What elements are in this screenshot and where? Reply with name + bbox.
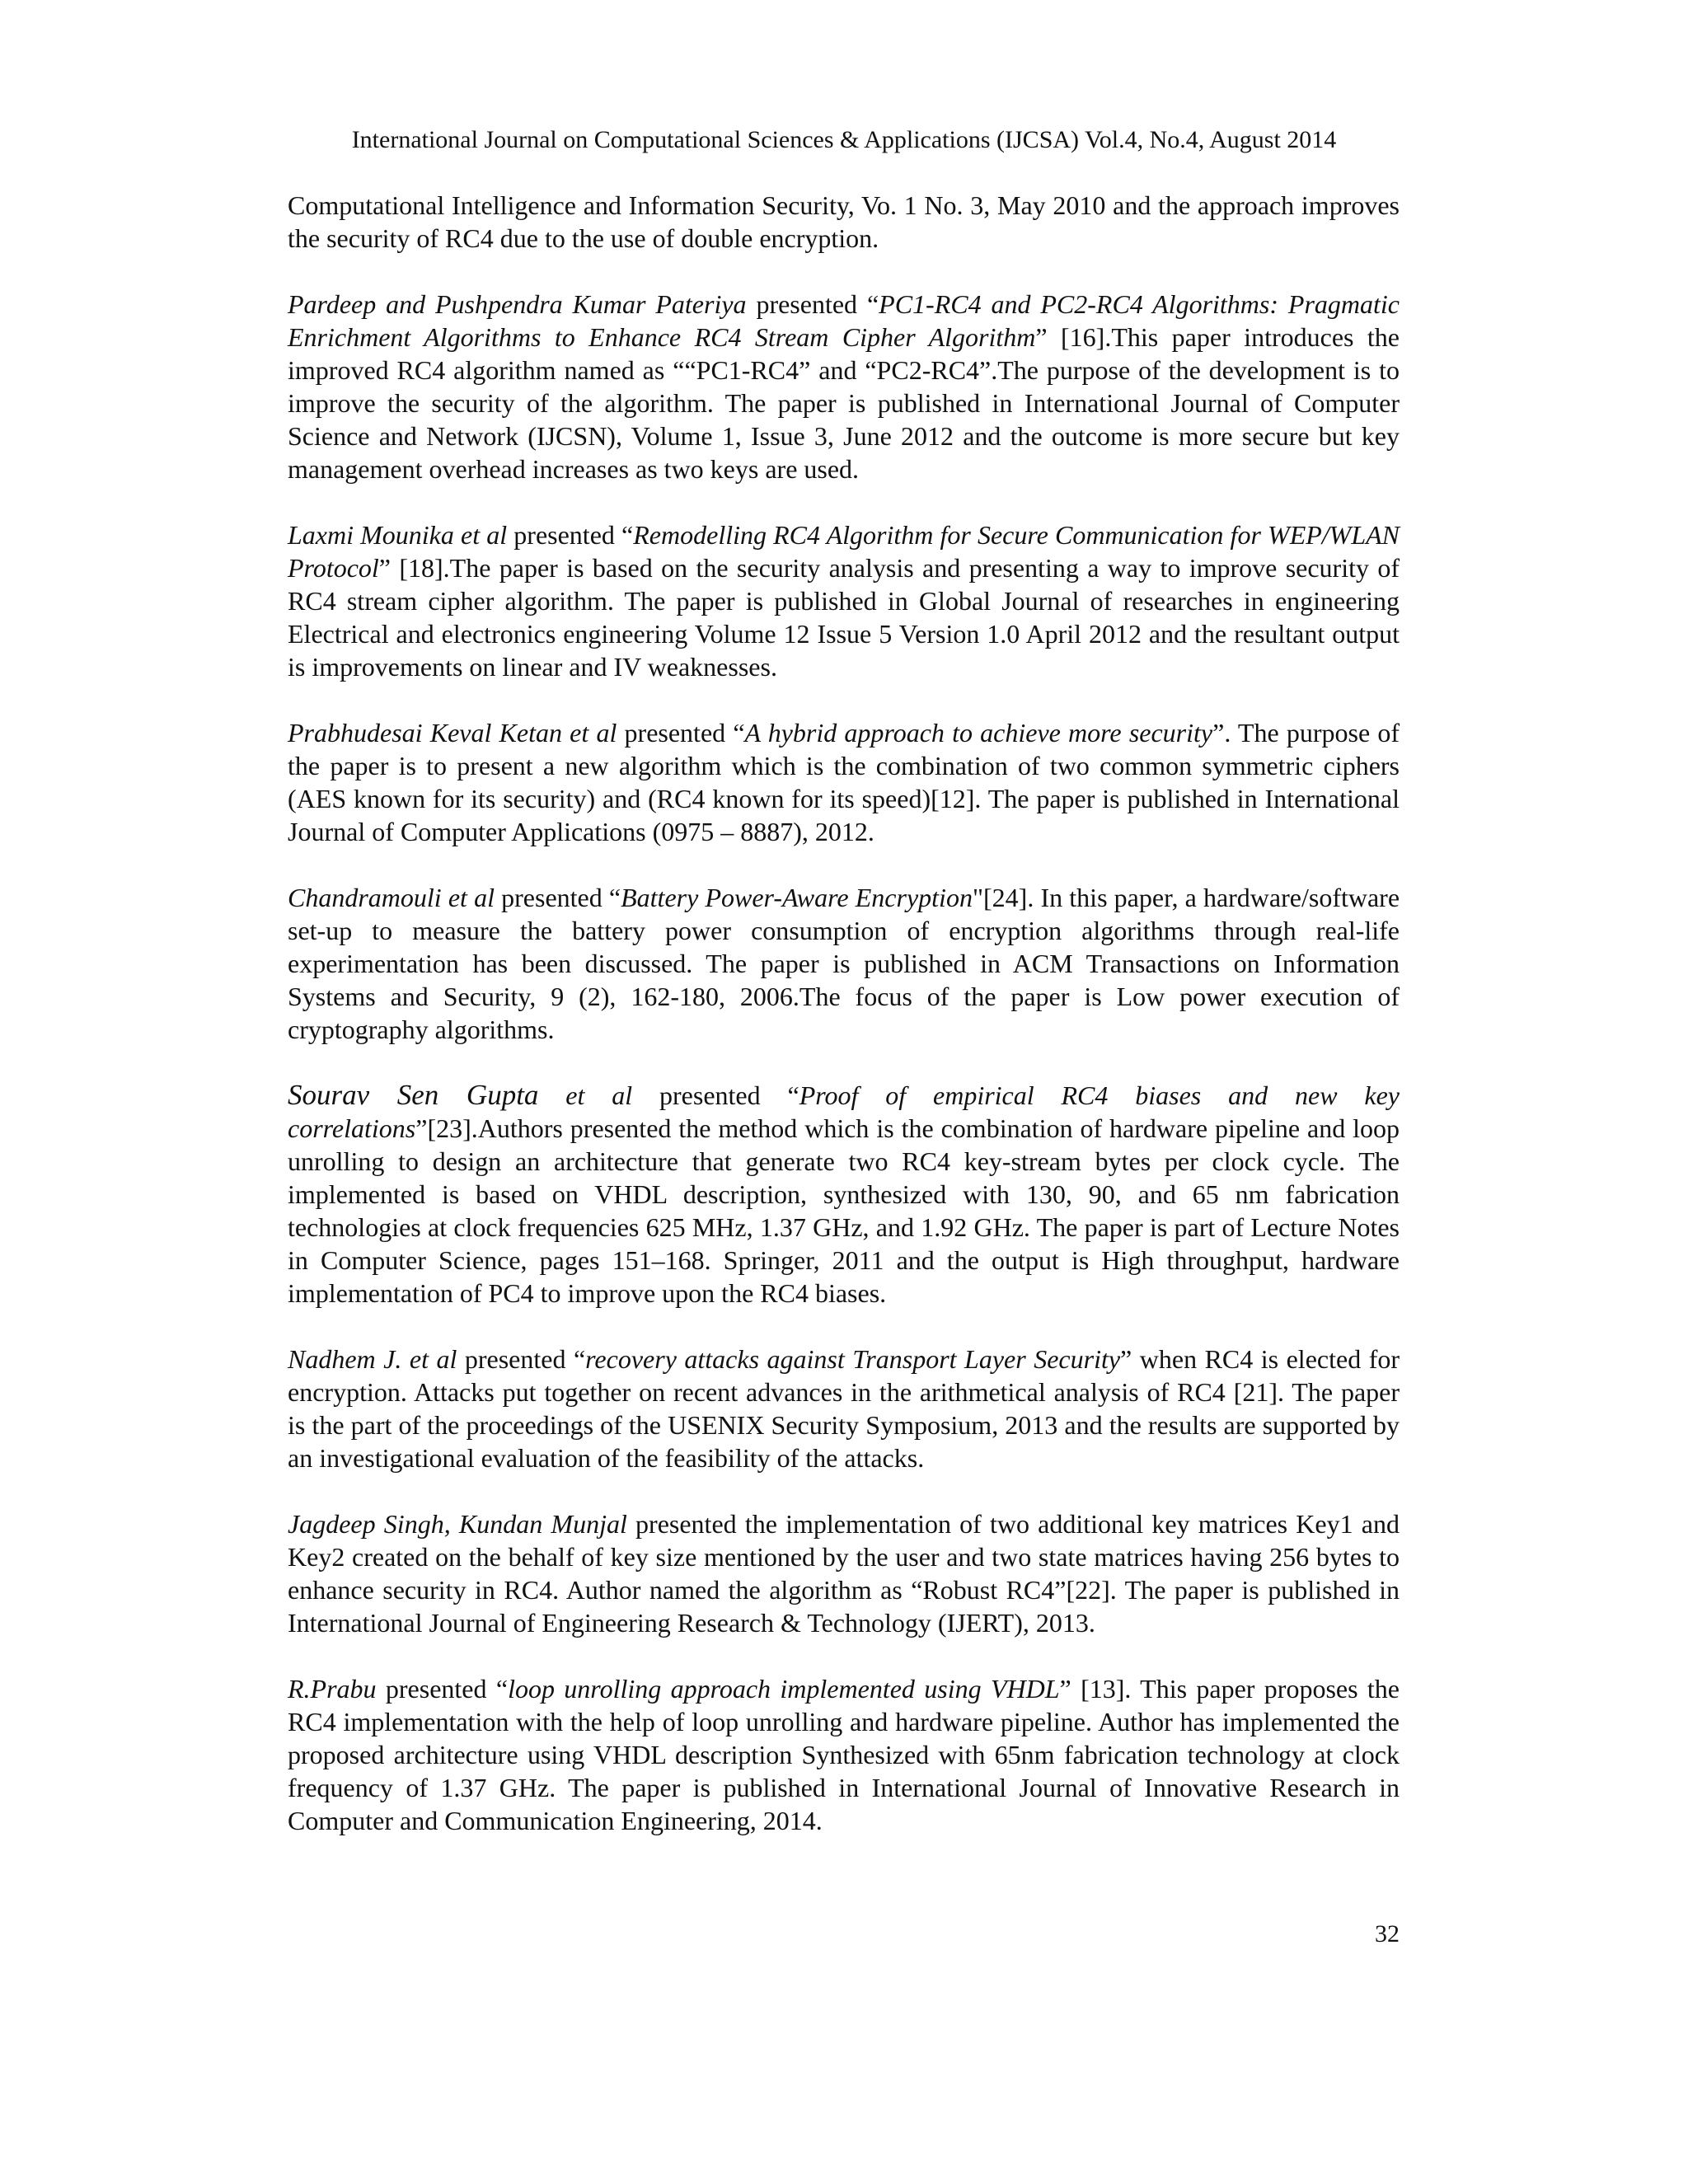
paragraph-prabu: [288, 1672, 1400, 1837]
cited-title: loop unrolling approach implemented using VHDL: [508, 1674, 1060, 1704]
author-names: Jagdeep Singh, Kundan Munjal: [288, 1509, 627, 1539]
author-names: Prabhudesai Keval Ketan et al: [288, 718, 617, 748]
cited-title: recovery attacks against Transport Layer Security: [585, 1344, 1121, 1374]
paragraph-laxmi: [288, 518, 1400, 683]
author-names: Sourav Sen Gupta: [288, 1079, 539, 1111]
paragraph-chandramouli: [288, 881, 1400, 1046]
paragraph-continuation: [288, 189, 1400, 255]
presented-text: presented “: [376, 1674, 509, 1704]
cited-title: A hybrid approach to achieve more security: [744, 718, 1213, 748]
cited-title: Proof of empirical RC4 biases and new key correlations: [288, 1080, 1400, 1143]
paragraph-text: ” [16].This paper introduces the improved RC4 algorithm named as ““PC1-RC4” and “PC2-RC4”.The purpose of the development is to improve the security of the algorithm. The paper is published in International Journal of Computer Science and Network (IJCSN), Volume 1, Issue 3, June 2012 and the outcome is more secure but key management overhead increases as two keys are used.: [288, 322, 1400, 484]
author-names: Pardeep and Pushpendra Kumar Pateriya: [288, 289, 747, 319]
paragraph-text: ” when RC4 is elected for encryption. Attacks put together on recent advances in the arithmetical analysis of RC4 [21]. The paper is the part of the proceedings of the USENIX Security Symposium, 2013 and the results are supported by an investigational evaluation of the feasibility of the attacks.: [288, 1344, 1400, 1473]
paragraph-text: ”. The purpose of the paper is to present a new algorithm which is the combination of two common symmetric ciphers (AES known for its security) and (RC4 known for its speed)[12]. The paper is published in International Journal of Computer Applications (0975 – 8887), 2012.: [288, 718, 1400, 846]
author-names: Chandramouli et al: [288, 883, 495, 912]
cited-title: Battery Power-Aware Encryption: [621, 883, 973, 912]
presented-text: presented “: [746, 289, 879, 319]
paragraph-text: ”[23].Authors presented the method which is the combination of hardware pipeline and loop unrolling to design an architecture that generate two RC4 key-stream bytes per clock cycle. The implemented is based on VHDL description, synthesized with 130, 90, and 65 nm fabrication technologies at clock frequencies 625 MHz, 1.37 GHz, and 1.92 GHz. The paper is part of Lecture Notes in Computer Science, pages 151–168. Springer, 2011 and the output is High throughput, hardware implementation of PC4 to improve upon the RC4 biases.: [288, 1113, 1400, 1308]
author-etal: et al: [538, 1080, 633, 1110]
paragraph-jagdeep: [288, 1507, 1400, 1639]
page-number: 32: [1375, 1920, 1400, 1947]
author-names: R.Prabu: [288, 1674, 377, 1704]
cited-title: Remodelling RC4 Algorithm for Secure Communication for WEP/WLAN Protocol: [288, 520, 1400, 583]
paragraph-text: "[24]. In this paper, a hardware/software set-up to measure the battery power consumption of encryption algorithms through real-life experimentation has been discussed. The paper is published in ACM Transactions on Information Systems and Security, 9 (2), 162-180, 2006.The focus of the paper is Low power execution of cryptography algorithms.: [288, 883, 1400, 1044]
body-text: [288, 189, 1400, 1870]
running-header: International Journal on Computational Sciences & Applications (IJCSA) Vol.4, No.4, August 2014: [351, 126, 1337, 153]
presented-text: presented “: [632, 1080, 799, 1110]
paragraph-sourav: [288, 1079, 1400, 1310]
author-names: Nadhem J. et al: [288, 1344, 457, 1374]
author-names: Laxmi Mounika et al: [288, 520, 508, 550]
cited-title: PC1-RC4 and PC2-RC4 Algorithms: Pragmatic Enrichment Algorithms to Enhance RC4 Stream Cipher Algorithm: [288, 289, 1400, 352]
paragraph-text: ” [13]. This paper proposes the RC4 implementation with the help of loop unrolling and hardware pipeline. Author has implemented the proposed architecture using VHDL description Synthesized with 65nm fabrication technology at clock frequency of 1.37 GHz. The paper is published in International Journal of Innovative Research in Computer and Communication Engineering, 2014.: [288, 1674, 1400, 1835]
paragraph-text: presented the implementation of two additional key matrices Key1 and Key2 created on the behalf of key size mentioned by the user and two state matrices having 256 bytes to enhance security in RC4. Author named the algorithm as “Robust RC4”[22]. The paper is published in International Journal of Engineering Research & Technology (IJERT), 2013.: [288, 1509, 1400, 1638]
presented-text: presented “: [617, 718, 745, 748]
presented-text: presented “: [507, 520, 634, 550]
paragraph-pardeep: [288, 288, 1400, 485]
presented-text: presented “: [494, 883, 621, 912]
paragraph-prabhudesai: [288, 716, 1400, 848]
presented-text: presented “: [457, 1344, 586, 1374]
paragraph-text: Computational Intelligence and Information Security, Vo. 1 No. 3, May 2010 and the approach improves the security of RC4 due to the use of double encryption.: [288, 190, 1400, 253]
paragraph-nadhem: [288, 1343, 1400, 1474]
paragraph-text: ” [18].The paper is based on the security analysis and presenting a way to improve security of RC4 stream cipher algorithm. The paper is published in Global Journal of researches in engineering Electrical and electronics engineering Volume 12 Issue 5 Version 1.0 April 2012 and the resultant output is improvements on linear and IV weaknesses.: [288, 553, 1400, 682]
